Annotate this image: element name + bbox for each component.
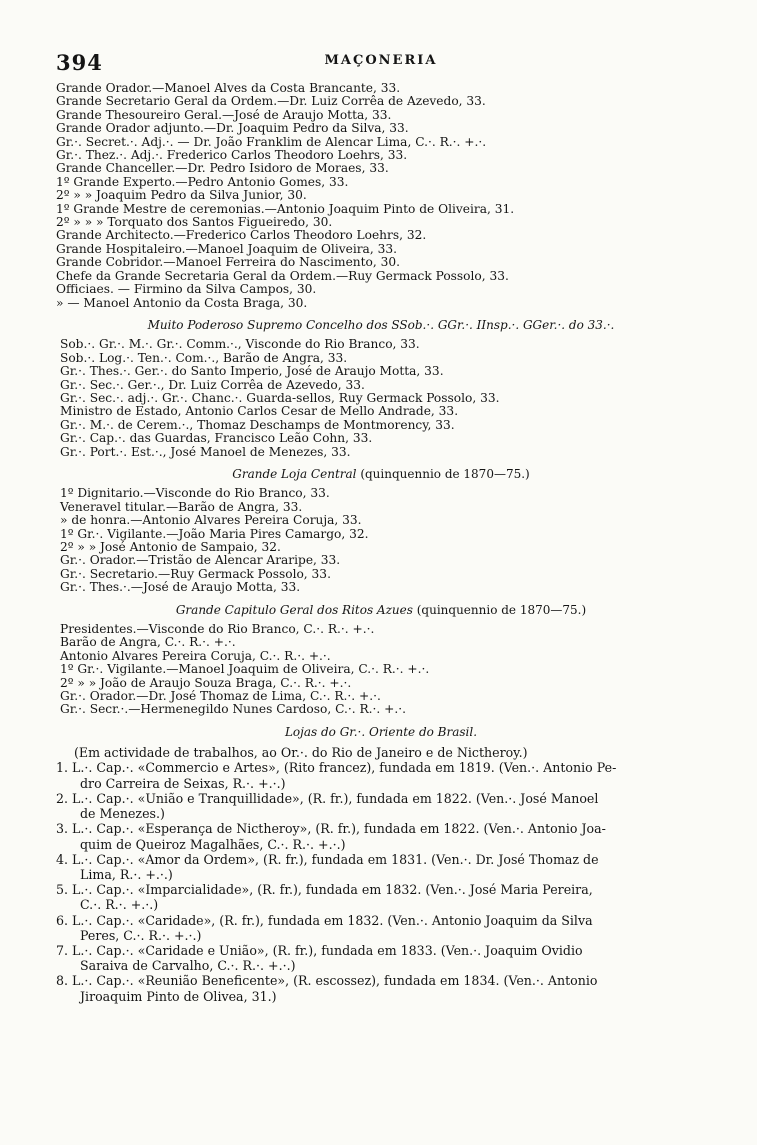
list-item: Gr.·. Secr.·.—Hermenegildo Nunes Cardoso, C.·. R.·. +.·. (60, 702, 407, 717)
loja-entry-continuation: dro Carreira de Seixas, R.·. +.·.) (80, 775, 286, 791)
loja-entry-continuation: C.·. R.·. +.·.) (80, 897, 159, 913)
loja-central-period: (quinquennio de 1870—75.) (356, 466, 530, 481)
list-item: Barão de Angra, C.·. R.·. +.·. (60, 635, 236, 650)
list-item: 1º Grande Mestre de ceremonias.—Antonio Joaquim Pinto de Oliveira, 31. (56, 201, 515, 216)
list-item: » de honra.—Antonio Alvares Pereira Coruja, 33. (60, 513, 362, 528)
page-body (56, 82, 706, 1004)
capitulo-heading (56, 604, 706, 617)
list-item: Gr.·. Cap.·. das Guardas, Francisco Leão Cohn, 33. (60, 431, 373, 446)
loja-entry: 7. L.·. Cap.·. «Caridade e União», (R. fr.), fundada em 1833. (Ven.·. Joaquim Ovidio (56, 942, 583, 958)
list-item: Gr.·. Port.·. Est.·., José Manoel de Menezes, 33. (60, 444, 351, 459)
list-item: Gr.·. Thez.·. Adj.·. Frederico Carlos Theodoro Loehrs, 33. (56, 148, 408, 163)
capitulo-period: (quinquennio de 1870—75.) (412, 602, 587, 617)
lojas-section (56, 745, 706, 1003)
page-number: 394 (56, 50, 103, 75)
list-item: Chefe da Grande Secretaria Geral da Ordem.—Ruy Germack Possolo, 33. (56, 268, 509, 283)
loja-entry: 4. L.·. Cap.·. «Amor da Ordem», (R. fr.), fundada em 1831. (Ven.·. Dr. José Thomaz de (56, 851, 599, 867)
list-item: Sob.·. Gr.·. M.·. Gr.·. Comm.·., Visconde do Rio Branco, 33. (60, 337, 420, 352)
list-item: Grande Orador.—Manoel Alves da Costa Brancante, 33. (56, 81, 401, 95)
list-item: Grande Orador adjunto.—Dr. Joaquim Pedro da Silva, 33. (56, 121, 409, 136)
list-item: Gr.·. Secretario.—Ruy Germack Possolo, 33. (60, 566, 331, 581)
loja-entry-continuation: de Menezes.) (80, 806, 165, 822)
loja-entry-continuation: Jiroaquim Pinto de Olivea, 31.) (80, 988, 277, 1004)
loja-entry-continuation: Lima, R.·. +.·.) (80, 866, 173, 882)
list-item: Presidentes.—Visconde do Rio Branco, C.·. R.·. +.·. (60, 622, 375, 637)
officers-list (56, 82, 706, 310)
loja-entry: 6. L.·. Cap.·. «Caridade», (R. fr.), fundada em 1832. (Ven.·. Antonio Joaquim da Silva (56, 912, 593, 928)
list-item: 2º » » Joaquim Pedro da Silva Junior, 30. (56, 188, 307, 203)
loja-entry: 1. L.·. Cap.·. «Commercio e Artes», (Rito francez), fundada em 1819. (Ven.·. Antonio Pe- (56, 760, 617, 776)
loja-central-list (56, 487, 706, 594)
capitulo-title: Grande Capitulo Geral dos Ritos Azues (175, 602, 413, 617)
running-title: MAÇONERIA (324, 53, 438, 68)
list-item: Gr.·. Thes.·. Ger.·. do Santo Imperio, José de Araujo Motta, 33. (60, 364, 444, 379)
loja-entry-continuation: Peres, C.·. R.·. +.·.) (80, 927, 202, 943)
lojas-note: (Em actividade de trabalhos, ao Or.·. do Rio de Janeiro e de Nictheroy.) (74, 745, 528, 761)
list-item: Grande Secretario Geral da Ordem.—Dr. Luiz Corrêa de Azevedo, 33. (56, 94, 486, 109)
list-item: 2º » » José Antonio de Sampaio, 32. (60, 540, 281, 554)
list-item: 2º » » » Torquato dos Santos Figueiredo, 30. (56, 215, 333, 230)
loja-entry-continuation: Saraiva de Carvalho, C.·. R.·. +.·.) (80, 958, 296, 974)
list-item: 1º Dignitario.—Visconde do Rio Branco, 33. (60, 486, 330, 501)
loja-entry: 2. L.·. Cap.·. «União e Tranquillidade», (R. fr.), fundada em 1822. (Ven.·. José Manoel (56, 790, 599, 806)
loja-entry-continuation: quim de Queiroz Magalhães, C.·. R.·. +.·.) (80, 836, 346, 852)
list-item: 1º Grande Experto.—Pedro Antonio Gomes, 33. (56, 174, 349, 189)
list-item: Grande Thesoureiro Geral.—José de Araujo Motta, 33. (56, 107, 392, 122)
conselho-list (56, 338, 706, 459)
list-item: Officiaes. — Firmino da Silva Campos, 30. (56, 282, 317, 297)
list-item: Gr.·. Thes.·.—José de Araujo Motta, 33. (60, 580, 301, 595)
list-item: Grande Hospitaleiro.—Manoel Joaquim de Oliveira, 33. (56, 241, 397, 256)
list-item: Grande Chanceller.—Dr. Pedro Isidoro de Moraes, 33. (56, 161, 389, 176)
list-item: Antonio Alvares Pereira Coruja, C.·. R.·. +.·. (60, 648, 331, 663)
list-item: Gr.·. Secret.·. Adj.·. — Dr. João Franklim de Alencar Lima, C.·. R.·. +.·. (56, 134, 487, 149)
list-item: Gr.·. M.·. de Cerem.·., Thomaz Deschamps de Montmorency, 33. (60, 417, 455, 432)
list-item: Gr.·. Orador.—Tristão de Alencar Araripe, 33. (60, 553, 341, 568)
list-item: Gr.·. Sec.·. adj.·. Gr.·. Chanc.·. Guarda-sellos, Ruy Germack Possolo, 33. (60, 390, 500, 405)
list-item: 2º » » João de Araujo Souza Braga, C.·. R.·. +.·. (60, 675, 352, 690)
conselho-heading: Muito Poderoso Supremo Concelho dos SSob.·. GGr.·. IInsp.·. GGer.·. do 33.·. (147, 317, 615, 332)
loja-entry: 5. L.·. Cap.·. «Imparcialidade», (R. fr.), fundada em 1832. (Ven.·. José Maria Pereira, (56, 882, 593, 898)
loja-central-title: Grande Loja Central (232, 466, 357, 481)
list-item: Grande Cobridor.—Manoel Ferreira do Nascimento, 30. (56, 255, 400, 270)
lojas-heading: Lojas do Gr.·. Oriente do Brasil. (284, 724, 478, 739)
loja-central-heading (56, 468, 706, 481)
loja-entry: 8. L.·. Cap.·. «Reunião Beneficente», (R. escossez), fundada em 1834. (Ven.·. Antonio (56, 973, 598, 989)
list-item: » — Manoel Antonio da Costa Braga, 30. (56, 295, 308, 310)
list-item: Gr.·. Orador.—Dr. José Thomaz de Lima, C.·. R.·. +.·. (60, 689, 381, 704)
page-header (56, 50, 706, 74)
list-item: Sob.·. Log.·. Ten.·. Com.·., Barão de Angra, 33. (60, 350, 348, 365)
list-item: 1º Gr.·. Vigilante.—João Maria Pires Camargo, 32. (60, 526, 369, 541)
lojas-list (56, 760, 706, 1003)
list-item: Ministro de Estado, Antonio Carlos Cesar de Mello Andrade, 33. (60, 404, 459, 419)
list-item: Gr.·. Sec.·. Ger.·., Dr. Luiz Corrêa de Azevedo, 33. (60, 377, 365, 392)
list-item: 1º Gr.·. Vigilante.—Manoel Joaquim de Oliveira, C.·. R.·. +.·. (60, 662, 430, 677)
loja-entry: 3. L.·. Cap.·. «Esperança de Nictheroy», (R. fr.), fundada em 1822. (Ven.·. Antonio Joa- (56, 821, 606, 837)
capitulo-list (56, 623, 706, 717)
list-item: Grande Architecto.—Frederico Carlos Theodoro Loehrs, 32. (56, 228, 427, 243)
list-item: Veneravel titular.—Barão de Angra, 33. (60, 499, 303, 514)
